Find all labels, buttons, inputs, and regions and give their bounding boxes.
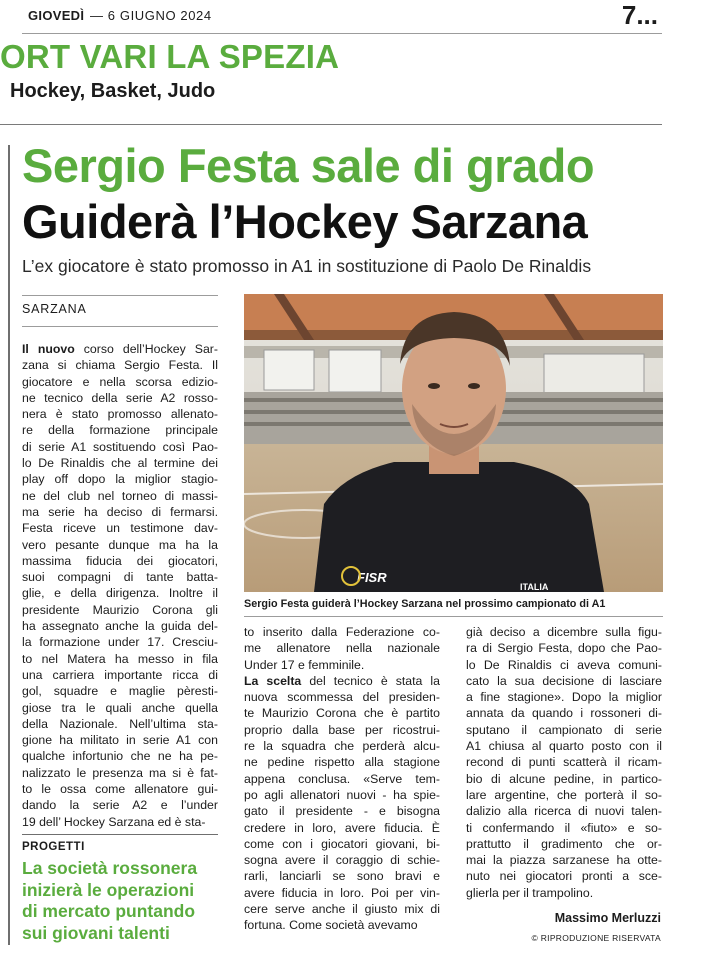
line-text: nuto nei giocatori pronti a sce- [466,869,662,884]
line-text: ra di Sergio Festa, dopo che Pao- [466,641,662,656]
section-subtitle: Hockey, Basket, Judo [10,80,216,102]
article-text-line [22,732,218,748]
caption-rule [244,616,663,617]
article-text-line [244,657,440,673]
line-text: corso dell’Hockey Sar- [74,342,218,356]
line-text: ne del club nel torneo di massi- [22,488,218,503]
line-text: nera è stato promosso allenato- [22,407,218,422]
article-text-line [466,689,662,705]
line-text: una carriera importante ricca di [22,667,218,682]
article-text-line [22,700,218,716]
line-text: a fine stagione». Dopo la miglior [466,690,662,705]
article-text-line [22,341,218,357]
line-text: ne tecnico della serie A2 rosso- [22,390,218,405]
article-text-line [22,390,218,406]
article-text-line [466,640,662,656]
line-text: lo De Rinaldis ci aveva comuni- [466,657,662,672]
article-text-line [466,885,662,901]
line-text: to nel Matera ha messo in fila [22,651,218,666]
line-text: dando la serie A2 e l’under [22,798,218,813]
line-text: me allenatore nella nazionale [244,641,440,656]
line-text: glierla per il trampolino. [466,885,594,900]
article-text-line [466,771,662,787]
line-text: gione ha militato in serie A1 con [22,733,218,748]
line-text: lo De Rinaldis che al termine dei [22,456,218,471]
article-text-line [466,803,662,819]
header-divider [22,33,662,34]
sidebar-line: La società rossonera [22,858,198,878]
article-text-line [244,820,440,836]
header-date: — 6 GIUGNO 2024 [90,8,212,23]
photo-illustration [244,294,663,592]
line-text: massima fiducia dei giocatori, [22,553,218,568]
header-day: GIOVEDÌ [28,8,85,23]
line-text: avere fiducia in loro. Poi per vin- [244,885,440,900]
article-text-line [22,422,218,438]
article-text-line [22,667,218,683]
line-text: già deciso a dicembre sulla figu- [466,625,662,639]
article-text-line [244,852,440,868]
line-text: cato la sua decisione di lasciare [466,673,662,688]
line-text: ne pedine rispetto alla stagione [244,755,440,770]
sidebar-line: sui giovani talenti [22,922,170,943]
line-text: Festa riceve un testimone dav- [22,521,218,536]
article-text-line [244,738,440,754]
page-number: 7... [621,0,658,30]
line-text: glie, e della dirigenza. Inoltre il [22,586,218,601]
line-text: qualche infortunio che ne ha pe- [22,749,218,764]
line-text: A1 chiusa al quarto posto con il [466,739,662,754]
lead-bold-text: La scelta [244,673,302,688]
article-text-line [22,455,218,471]
article-text-line [244,705,440,721]
line-text: recond di punti scatterà il ricam- [466,755,662,770]
line-text: nalizzato le presenza ma si è fat- [22,765,218,780]
headline-green: Sergio Festa sale di grado [22,139,595,192]
line-text: appena conclusa. «Serve tem- [244,771,440,786]
article-text-line [22,504,218,520]
article-text-line [22,683,218,699]
article-text-line [22,357,218,373]
line-text: bio di alcune pedine, in partico- [466,771,662,786]
article-text-line [22,569,218,585]
article-text-line [244,689,440,705]
article-text-line [22,748,218,764]
line-text: dalizio alla ricerca di nuovi talen- [466,804,662,819]
line-text: presidente Maurizio Corona gli [22,602,218,617]
article-column-3 [466,624,662,901]
line-text: to inserito dalla Federazione co- [244,625,440,639]
line-text: sogna avere il coraggio di schie- [244,853,440,868]
city-top-rule [22,295,218,296]
article-text-line [244,673,440,689]
article-text-line [466,673,662,689]
line-text: 19 dell’ Hockey Sarzana ed è sta- [22,814,206,829]
sidebar-label: PROGETTI [22,841,85,853]
article-text-line [22,797,218,813]
article-text-line [22,765,218,781]
shirt-logo-text: FISR [357,570,387,585]
line-text: suoi compagni di tante batta- [22,570,218,585]
article-text-line [244,754,440,770]
line-text: zana si chiama Sergio Festa. Il [22,358,218,373]
article-text-line [466,820,662,836]
line-text: re della formazione principale [22,423,218,438]
article-text-line [466,868,662,884]
article-summary: L’ex giocatore è stato promosso in A1 in sostituzione di Paolo De Rinaldis [22,256,592,276]
article-photo [244,294,663,592]
article-text-line [244,771,440,787]
line-text: play off dopo la miglior stagio- [22,472,218,487]
line-text: sputano il campionato di serie [466,722,662,737]
article-text-line [466,722,662,738]
article-text-line [22,520,218,536]
sidebar-rule [22,834,218,835]
copyright-notice: © RIPRODUZIONE RISERVATA [531,933,661,943]
line-text: giocatore e nella scorsa edizio- [22,374,218,389]
article-text-line [466,657,662,673]
article-text-line [22,406,218,422]
line-text: gato il presidente - e bisogna [244,804,440,819]
section-divider [0,124,662,125]
article-text-line [244,868,440,884]
article-column-2 [244,624,440,934]
line-text: gol, squadre e maglie pèresti- [22,684,218,699]
line-text: ti confermando il «fiuto» e so- [466,820,662,835]
article-text-line [244,901,440,917]
line-text: mai la piazza sarzanese ha otte- [466,853,662,868]
article-text-line [244,640,440,656]
article-text-line [22,585,218,601]
line-text: nuova scommessa del presiden- [244,690,440,705]
article-text-line [466,787,662,803]
line-text: di serie A1 sostituendo così Pao- [22,439,218,454]
sidebar-line: inizierà le operazioni [22,879,195,900]
line-text: del tecnico è stata la [301,673,440,688]
line-text: proprio dalla base per ricostrui- [244,722,440,737]
article-text-line [22,537,218,553]
article-text-line [244,917,440,933]
article-text-line [466,836,662,852]
article-text-line [22,716,218,732]
line-text: to le ossa come allenatore gui- [22,782,218,797]
city-bottom-rule [22,326,218,327]
sidebar-line: di mercato puntando [22,901,196,921]
article-text-line [22,374,218,390]
article-author: Massimo Merluzzi [554,911,661,925]
sidebar-callout [22,858,197,944]
article-text-line [244,836,440,852]
headline-black: Guiderà l’Hockey Sarzana [22,195,588,248]
section-title: ORT VARI LA SPEZIA [0,38,340,75]
photo-caption: Sergio Festa guiderà l’Hockey Sarzana nel prossimo campionato di A1 [244,598,606,610]
line-text: credere in loro, avere fiducia. È [244,820,440,835]
article-text-line [22,781,218,797]
line-text: te Maurizio Corona che è partito [244,706,440,721]
article-text-line [22,439,218,455]
article-text-line [244,624,440,640]
article-text-line [244,722,440,738]
line-text: la formazione under 17. Cresciu- [22,635,218,650]
article-text-line [22,814,218,830]
line-text: annata da quando i rossoneri di- [466,706,662,721]
article-text-line [22,488,218,504]
line-text: re la squadra che perderà alcu- [244,739,440,754]
article-text-line [22,602,218,618]
line-text: giose tra le quali anche quella [22,700,218,715]
article-text-line [22,651,218,667]
line-text: cere serve anche il giusto mix di [244,902,440,917]
line-text: prattutto il gradimento che or- [466,836,662,851]
line-text: vero pesante dunque ma ha la [22,537,218,552]
dateline-city: SARZANA [22,302,87,316]
article-text-line [466,705,662,721]
article-text-line [22,618,218,634]
article-text-line [466,738,662,754]
line-text: fortuna. Come società avevamo [244,918,418,933]
line-text: Under 17 e femminile. [244,657,365,672]
line-text: po agli allenatori nuovi - ha spie- [244,787,440,802]
article-text-line [466,754,662,770]
article-left-rule [8,145,10,945]
article-text-line [244,787,440,803]
shirt-country-text: ITALIA [520,582,549,592]
article-text-line [466,624,662,640]
line-text: lare argentine, che porterà il so- [466,787,662,802]
article-text-line [466,852,662,868]
article-text-line [22,634,218,650]
page-header [22,0,662,30]
line-text: ma serie ha deciso di fermarsi. [22,504,218,519]
article-text-line [22,471,218,487]
article-column-1 [22,341,218,830]
article-text-line [244,885,440,901]
article-text-line [244,803,440,819]
lead-bold-text: Il nuovo [22,342,75,356]
article-text-line [22,553,218,569]
line-text: della Nazionale. Nell’ultima sta- [22,716,218,731]
line-text: ha assegnato anche la guida del- [22,619,218,634]
line-text: come con i giocatori giovani, bi- [244,836,440,851]
line-text: rarli, lanciarli se sono bravi e [244,869,440,884]
